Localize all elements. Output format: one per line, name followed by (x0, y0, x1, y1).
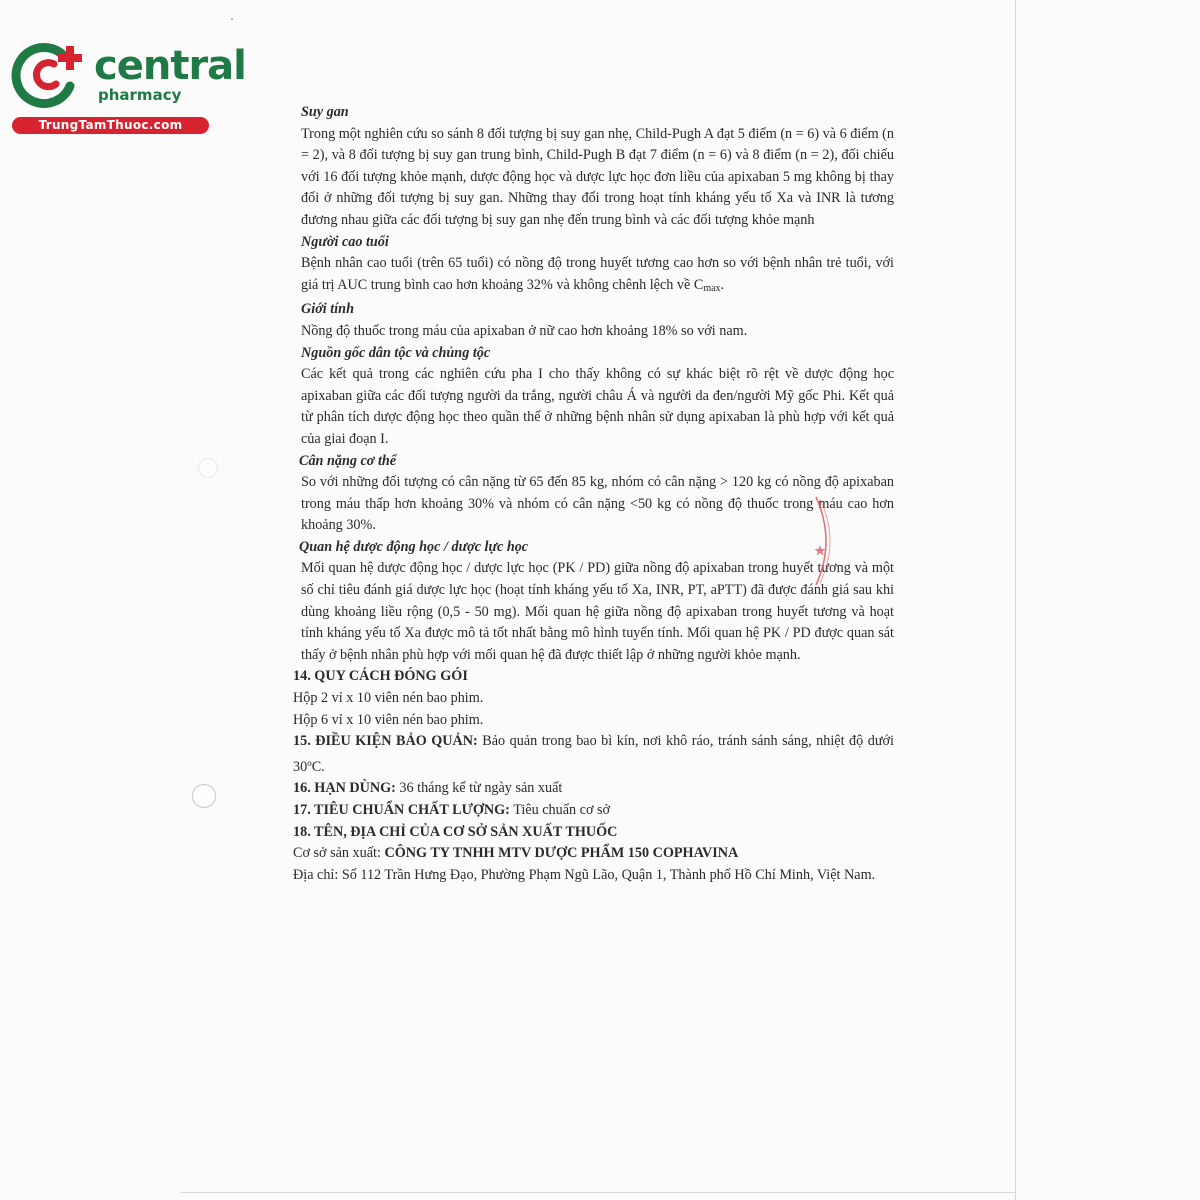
section-heading-18: 18. TÊN, ĐỊA CHỈ CỦA CƠ SỞ SẢN XUẤT THUỐC (293, 823, 618, 840)
producer-name: CÔNG TY TNHH MTV DƯỢC PHẨM 150 COPHAVINA (384, 845, 739, 862)
section-16-shelf-life (284, 778, 904, 800)
section-15-storage (284, 731, 904, 778)
section-heading-gioi-tinh: Giới tính (301, 301, 354, 318)
page-edge-bottom (180, 1192, 1016, 1193)
section-heading-nguon-goc: Nguồn gốc dân tộc và chủng tộc (301, 344, 491, 361)
section-heading-16: 16. HẠN DÙNG: (293, 780, 396, 797)
text-run: Bệnh nhân cao tuổi (trên 65 tuổi) có nồng độ trong huyết tương cao hơn so với bệnh nhân trẻ tuổi, với giá trị AUC trung bình cao hơn khoảng 32% và không chênh lệch về C (301, 255, 894, 293)
packaging-line-1: Hộp 2 vỉ x 10 viên nén bao phim. (293, 690, 484, 707)
superscript-degree: o (307, 757, 312, 768)
paragraph-nguon-goc: Các kết quả trong các nghiên cứu pha I cho thấy không có sự khác biệt rõ rệt về dược động học apixaban giữa các đối tượng người da trắng, người châu Á và người da đen/người Mỹ gốc Phi. Kết quả từ phân tích dược động học theo quần thể ở những bệnh nhân sử dụng apixaban là phù hợp với kết quả của giai đoạn I. (301, 366, 894, 447)
paragraph-quan-he: Mối quan hệ dược động học / dược lực học (PK / PD) giữa nồng độ apixaban trong huyết tương và một số chỉ tiêu đánh giá dược lực học (hoạt tính kháng yếu tố Xa, INR, PT, aPTT) đã được đánh giá sau khi dùng khoảng liều rộng (0,5 - 50 mg). Mối quan hệ giữa nồng độ apixaban trong huyết tương và hoạt tính kháng yếu tố Xa được mô tả tốt nhất bằng mô hình tuyến tính. Mối quan hệ PK / PD được quan sát thấy ở bệnh nhân phù hợp với mối quan hệ đã được thiết lập ở những người khỏe mạnh. (301, 560, 894, 663)
logo-brand-subtitle: pharmacy (98, 86, 182, 104)
producer-label: Cơ sở sản xuất: (293, 845, 385, 862)
section-heading-nguoi-cao-tuoi: Người cao tuổi (301, 233, 389, 250)
scan-speck (231, 18, 233, 20)
paragraph-nguoi-cao-tuoi (284, 253, 904, 299)
logo-brand-name: central (94, 43, 246, 89)
section-heading-15: 15. ĐIỀU KIỆN BẢO QUẢN: (293, 733, 478, 750)
stamp-edge-mark (806, 495, 840, 587)
section-heading-can-nang: Cân nặng cơ thể (299, 452, 397, 469)
pharmacy-cross-logo-icon (10, 38, 92, 110)
section-heading-quan-he: Quan hệ dược động học / dược lực học (299, 538, 529, 555)
logo-website-link[interactable]: TrungTamThuoc.com (12, 117, 209, 134)
paragraph-gioi-tinh: Nồng độ thuốc trong máu của apixaban ở nữ cao hơn khoảng 18% so với nam. (301, 322, 748, 339)
subscript-max: max (703, 282, 721, 294)
packaging-line-2: Hộp 6 vỉ x 10 viên nén bao phim. (293, 711, 484, 728)
section-heading-14: 14. QUY CÁCH ĐÓNG GÓI (293, 668, 468, 685)
section-heading-17: 17. TIÊU CHUẨN CHẤT LƯỢNG: (293, 802, 510, 818)
producer-line (284, 843, 904, 865)
text-run: . (720, 276, 725, 293)
text-run: C. (311, 758, 325, 775)
section-17-quality (284, 800, 904, 822)
text-run: Tiêu chuẩn cơ sở (509, 802, 611, 818)
text-run: 36 tháng kể từ ngày sản xuất (395, 780, 563, 797)
punch-hole (198, 458, 218, 478)
text-run: Bảo quản trong bao bì kín, nơi khô ráo, tránh sánh sáng, nhiệt độ dưới 30 (293, 733, 894, 775)
section-heading-suy-gan: Suy gan (301, 104, 349, 120)
paragraph-can-nang: So với những đối tượng có cân nặng từ 65 đến 85 kg, nhóm có cân nặng > 120 kg có nồng độ apixaban trong máu thấp hơn khoảng 30% và nhóm có cân nặng <50 kg có nồng độ thuốc trong máu cao hơn khoảng 30%. (301, 474, 894, 534)
producer-address: Địa chỉ: Số 112 Trần Hưng Đạo, Phường Phạm Ngũ Lão, Quận 1, Thành phố Hồ Chí Minh, Việt Nam. (293, 866, 876, 883)
central-pharmacy-logo (10, 38, 246, 138)
page-edge-right (1015, 0, 1016, 1200)
paragraph-suy-gan: Trong một nghiên cứu so sánh 8 đối tượng bị suy gan nhẹ, Child-Pugh A đạt 5 điểm (n = 6) và 6 điểm (n = 2), và 8 đối tượng bị suy gan trung bình, Child-Pugh B đạt 7 điểm (n = 6) và 8 điểm (n = 2), đối chiếu với 16 đối tượng khỏe mạnh, dược động học và dược lực học đơn liều của apixaban 5 mg không bị thay đổi ở những đối tượng bị suy gan. Những thay đổi trong hoạt tính kháng yếu tố Xa và INR là tương đương nhau giữa các đối tượng bị suy gan nhẹ đến trung bình và các đối tượng khỏe mạnh (301, 125, 894, 228)
punch-hole (192, 784, 216, 808)
